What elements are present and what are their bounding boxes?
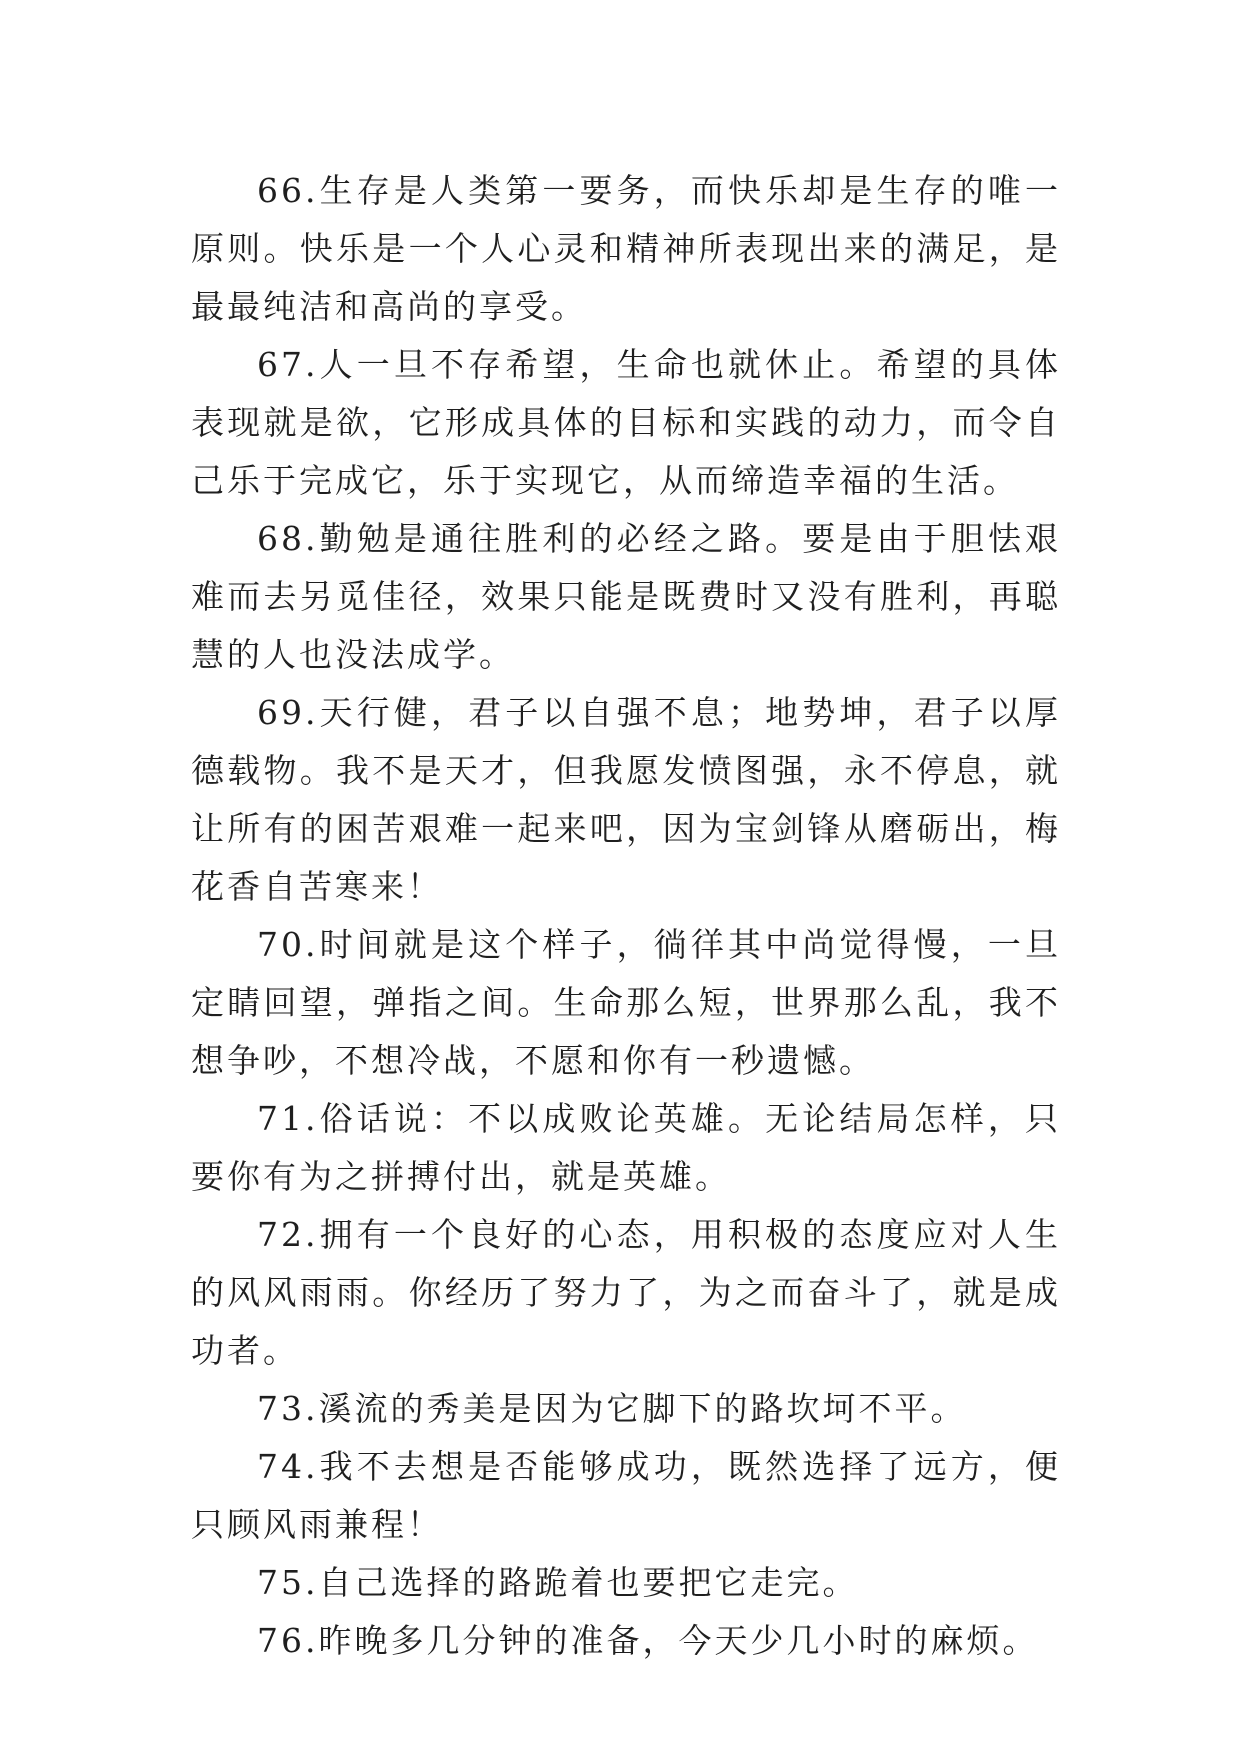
quote-paragraph-71: 71.俗话说：不以成败论英雄。无论结局怎样，只要你有为之拼搏付出，就是英雄。 [191, 1099, 1061, 1196]
quote-paragraph-66: 66.生存是人类第一要务，而快乐却是生存的唯一原则。快乐是一个人心灵和精神所表现出来的满足，是最最纯洁和高尚的享受。 [191, 171, 1061, 326]
quote-paragraph-73: 73.溪流的秀美是因为它脚下的路坎坷不平。 [257, 1389, 967, 1428]
quote-paragraph-68: 68.勤勉是通往胜利的必经之路。要是由于胆怯艰难而去另觅佳径，效果只能是既费时又没有胜利，再聪慧的人也没法成学。 [191, 519, 1061, 674]
quote-paragraph-75: 75.自己选择的路跪着也要把它走完。 [257, 1563, 859, 1602]
quote-paragraph-76: 76.昨晚多几分钟的准备，今天少几小时的麻烦。 [257, 1621, 1039, 1660]
quote-paragraph-69: 69.天行健，君子以自强不息；地势坤，君子以厚德载物。我不是天才，但我愿发愤图强，永不停息，就让所有的困苦艰难一起来吧，因为宝剑锋从磨砺出，梅花香自苦寒来！ [191, 693, 1061, 906]
quote-paragraph-74: 74.我不去想是否能够成功，既然选择了远方，便只顾风雨兼程！ [191, 1447, 1061, 1544]
document-body [191, 162, 1061, 1670]
quote-paragraph-67: 67.人一旦不存希望，生命也就休止。希望的具体表现就是欲，它形成具体的目标和实践的动力，而令自己乐于完成它，乐于实现它，从而缔造幸福的生活。 [191, 345, 1061, 500]
quote-paragraph-70: 70.时间就是这个样子，徜徉其中尚觉得慢，一旦定睛回望，弹指之间。生命那么短，世界那么乱，我不想争吵，不想冷战，不愿和你有一秒遗憾。 [191, 925, 1061, 1080]
quote-paragraph-72: 72.拥有一个良好的心态，用积极的态度应对人生的风风雨雨。你经历了努力了，为之而奋斗了，就是成功者。 [191, 1215, 1061, 1370]
